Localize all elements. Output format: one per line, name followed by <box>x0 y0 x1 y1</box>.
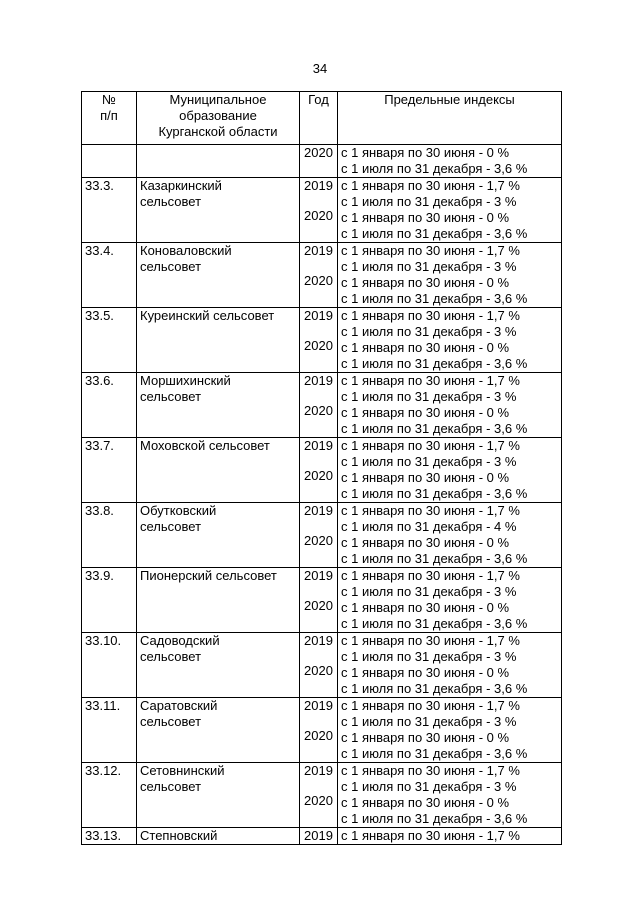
municipality-name-line: Моршихинский <box>140 373 231 388</box>
index-line: с 1 января по 30 июня - 0 % <box>341 210 510 225</box>
year-value: 2020 <box>304 663 333 678</box>
municipality-name-line: сельсовет <box>140 194 202 209</box>
index-line: с 1 июля по 31 декабря - 3,6 % <box>341 746 528 761</box>
index-line: с 1 июля по 31 декабря - 3,6 % <box>341 161 528 176</box>
row-indices <box>338 503 562 568</box>
row-year <box>300 503 338 568</box>
row-year <box>300 698 338 763</box>
municipality-name-line: Казаркинский <box>140 178 222 193</box>
year-value: 2019 <box>304 178 333 193</box>
row-indices <box>338 308 562 373</box>
row-num: 33.12. <box>82 763 137 828</box>
year-value: 2019 <box>304 243 333 258</box>
year-value: 2019 <box>304 698 333 713</box>
table-row <box>82 763 562 828</box>
header-year: Год <box>300 92 338 145</box>
row-indices <box>338 438 562 503</box>
municipality-name-line: сельсовет <box>140 519 202 534</box>
row-name <box>137 178 300 243</box>
municipality-name-line: сельсовет <box>140 649 202 664</box>
table-row <box>82 633 562 698</box>
year-value: 2020 <box>304 793 333 808</box>
index-line: с 1 января по 30 июня - 1,7 % <box>341 503 520 518</box>
index-line: с 1 июля по 31 декабря - 3,6 % <box>341 291 528 306</box>
index-line: с 1 июля по 31 декабря - 3,6 % <box>341 681 528 696</box>
year-spacer <box>303 259 334 273</box>
index-line: с 1 июля по 31 декабря - 3 % <box>341 714 517 729</box>
index-line: с 1 июля по 31 декабря - 3 % <box>341 259 517 274</box>
table-row <box>82 568 562 633</box>
row-name <box>137 145 300 178</box>
index-line: с 1 января по 30 июня - 1,7 % <box>341 243 520 258</box>
table-row <box>82 503 562 568</box>
index-line: с 1 июля по 31 декабря - 3,6 % <box>341 226 528 241</box>
year-value: 2019 <box>304 308 333 323</box>
index-line: с 1 июля по 31 декабря - 3,6 % <box>341 551 528 566</box>
index-line: с 1 июля по 31 декабря - 3 % <box>341 194 517 209</box>
row-name <box>137 243 300 308</box>
year-value: 2020 <box>304 273 333 288</box>
index-line: с 1 июля по 31 декабря - 3 % <box>341 584 517 599</box>
row-indices <box>338 145 562 178</box>
row-year <box>300 178 338 243</box>
municipality-name-line: Садоводский <box>140 633 220 648</box>
year-spacer <box>303 194 334 208</box>
index-line: с 1 января по 30 июня - 0 % <box>341 405 510 420</box>
index-line: с 1 июля по 31 декабря - 3 % <box>341 454 517 469</box>
header-municipality-line: Курганской области <box>158 124 278 139</box>
header-indices: Предельные индексы <box>338 92 562 145</box>
row-indices <box>338 373 562 438</box>
municipality-name-line: сельсовет <box>140 259 202 274</box>
year-value: 2019 <box>304 438 333 453</box>
year-spacer <box>303 389 334 403</box>
header-num-line: № <box>102 92 116 107</box>
index-line: с 1 января по 30 июня - 1,7 % <box>341 828 520 843</box>
row-name <box>137 373 300 438</box>
index-line: с 1 июля по 31 декабря - 3,6 % <box>341 356 528 371</box>
row-year <box>300 145 338 178</box>
index-line: с 1 июля по 31 декабря - 3,6 % <box>341 486 528 501</box>
index-line: с 1 января по 30 июня - 1,7 % <box>341 568 520 583</box>
row-year <box>300 633 338 698</box>
price-index-table <box>81 91 562 845</box>
index-line: с 1 июля по 31 декабря - 3 % <box>341 649 517 664</box>
year-spacer <box>303 454 334 468</box>
row-name <box>137 568 300 633</box>
table-body <box>82 145 562 845</box>
municipality-name-line: сельсовет <box>140 389 202 404</box>
year-spacer <box>303 584 334 598</box>
continuation-row <box>82 145 562 178</box>
row-indices <box>338 828 562 845</box>
row-indices <box>338 178 562 243</box>
row-name <box>137 503 300 568</box>
row-name <box>137 308 300 373</box>
row-indices <box>338 763 562 828</box>
year-value: 2020 <box>304 208 333 223</box>
index-line: с 1 июля по 31 декабря - 3,6 % <box>341 616 528 631</box>
year-value: 2019 <box>304 828 333 843</box>
municipality-name-line: сельсовет <box>140 714 202 729</box>
table-row <box>82 698 562 763</box>
row-num: 33.3. <box>82 178 137 243</box>
row-name <box>137 763 300 828</box>
index-line: с 1 января по 30 июня - 0 % <box>341 600 510 615</box>
year-value: 2020 <box>304 403 333 418</box>
year-spacer <box>303 649 334 663</box>
year-value: 2020 <box>304 728 333 743</box>
municipality-name-line: Коноваловский <box>140 243 232 258</box>
row-num: 33.5. <box>82 308 137 373</box>
header-municipality-line: Муниципальное <box>169 92 267 107</box>
year-value: 2019 <box>304 503 333 518</box>
row-indices <box>338 633 562 698</box>
header-municipality-line: образование <box>179 108 257 123</box>
index-line: с 1 января по 30 июня - 0 % <box>341 795 510 810</box>
year-spacer <box>303 324 334 338</box>
row-num <box>82 145 137 178</box>
index-line: с 1 января по 30 июня - 0 % <box>341 145 510 160</box>
year-value: 2020 <box>304 598 333 613</box>
year-spacer <box>303 714 334 728</box>
row-name <box>137 698 300 763</box>
year-value: 2020 <box>304 533 333 548</box>
municipality-name-line: Сетовнинский <box>140 763 225 778</box>
index-line: с 1 января по 30 июня - 1,7 % <box>341 308 520 323</box>
municipality-name-line: Моховской сельсовет <box>140 438 270 453</box>
index-line: с 1 июля по 31 декабря - 3 % <box>341 389 517 404</box>
index-line: с 1 января по 30 июня - 0 % <box>341 275 510 290</box>
header-num-line: п/п <box>100 108 118 123</box>
row-year <box>300 373 338 438</box>
index-line: с 1 января по 30 июня - 1,7 % <box>341 698 520 713</box>
row-num: 33.9. <box>82 568 137 633</box>
row-num: 33.11. <box>82 698 137 763</box>
year-value: 2020 <box>304 468 333 483</box>
index-line: с 1 июля по 31 декабря - 3,6 % <box>341 811 528 826</box>
index-line: с 1 января по 30 июня - 1,7 % <box>341 438 520 453</box>
row-year <box>300 438 338 503</box>
header-num <box>82 92 137 145</box>
year-value: 2019 <box>304 373 333 388</box>
index-line: с 1 июля по 31 декабря - 3 % <box>341 324 517 339</box>
municipality-name-line: Пионерский сельсовет <box>140 568 277 583</box>
table-row <box>82 178 562 243</box>
row-num: 33.6. <box>82 373 137 438</box>
index-line: с 1 января по 30 июня - 0 % <box>341 470 510 485</box>
index-line: с 1 января по 30 июня - 1,7 % <box>341 373 520 388</box>
index-line: с 1 июля по 31 декабря - 3,6 % <box>341 421 528 436</box>
year-value: 2019 <box>304 633 333 648</box>
municipality-name-line: сельсовет <box>140 779 202 794</box>
table-header-row <box>82 92 562 145</box>
row-year <box>300 568 338 633</box>
index-line: с 1 января по 30 июня - 1,7 % <box>341 178 520 193</box>
table-row <box>82 828 562 845</box>
index-line: с 1 января по 30 июня - 0 % <box>341 535 510 550</box>
page-number: 34 <box>312 61 328 76</box>
municipality-name-line: Обутковский <box>140 503 217 518</box>
year-value: 2020 <box>304 145 333 160</box>
row-year <box>300 828 338 845</box>
row-num: 33.4. <box>82 243 137 308</box>
year-spacer <box>303 779 334 793</box>
municipality-name-line: Куреинский сельсовет <box>140 308 275 323</box>
table-row <box>82 308 562 373</box>
row-num: 33.7. <box>82 438 137 503</box>
row-year <box>300 763 338 828</box>
row-indices <box>338 568 562 633</box>
index-line: с 1 января по 30 июня - 0 % <box>341 730 510 745</box>
row-num: 33.13. <box>82 828 137 845</box>
table-row <box>82 373 562 438</box>
year-spacer <box>303 519 334 533</box>
index-line: с 1 июля по 31 декабря - 3 % <box>341 779 517 794</box>
year-value: 2020 <box>304 338 333 353</box>
municipality-name-line: Саратовский <box>140 698 218 713</box>
row-name <box>137 438 300 503</box>
row-num: 33.8. <box>82 503 137 568</box>
header-municipality <box>137 92 300 145</box>
index-line: с 1 января по 30 июня - 1,7 % <box>341 633 520 648</box>
year-value: 2019 <box>304 568 333 583</box>
row-name <box>137 828 300 845</box>
table-row <box>82 438 562 503</box>
row-num: 33.10. <box>82 633 137 698</box>
index-line: с 1 января по 30 июня - 0 % <box>341 665 510 680</box>
row-year <box>300 243 338 308</box>
row-name <box>137 633 300 698</box>
index-line: с 1 января по 30 июня - 1,7 % <box>341 763 520 778</box>
row-year <box>300 308 338 373</box>
row-indices <box>338 243 562 308</box>
index-line: с 1 января по 30 июня - 0 % <box>341 340 510 355</box>
index-line: с 1 июля по 31 декабря - 4 % <box>341 519 517 534</box>
municipality-name-line: Степновский <box>140 828 218 843</box>
row-indices <box>338 698 562 763</box>
year-value: 2019 <box>304 763 333 778</box>
table-row <box>82 243 562 308</box>
